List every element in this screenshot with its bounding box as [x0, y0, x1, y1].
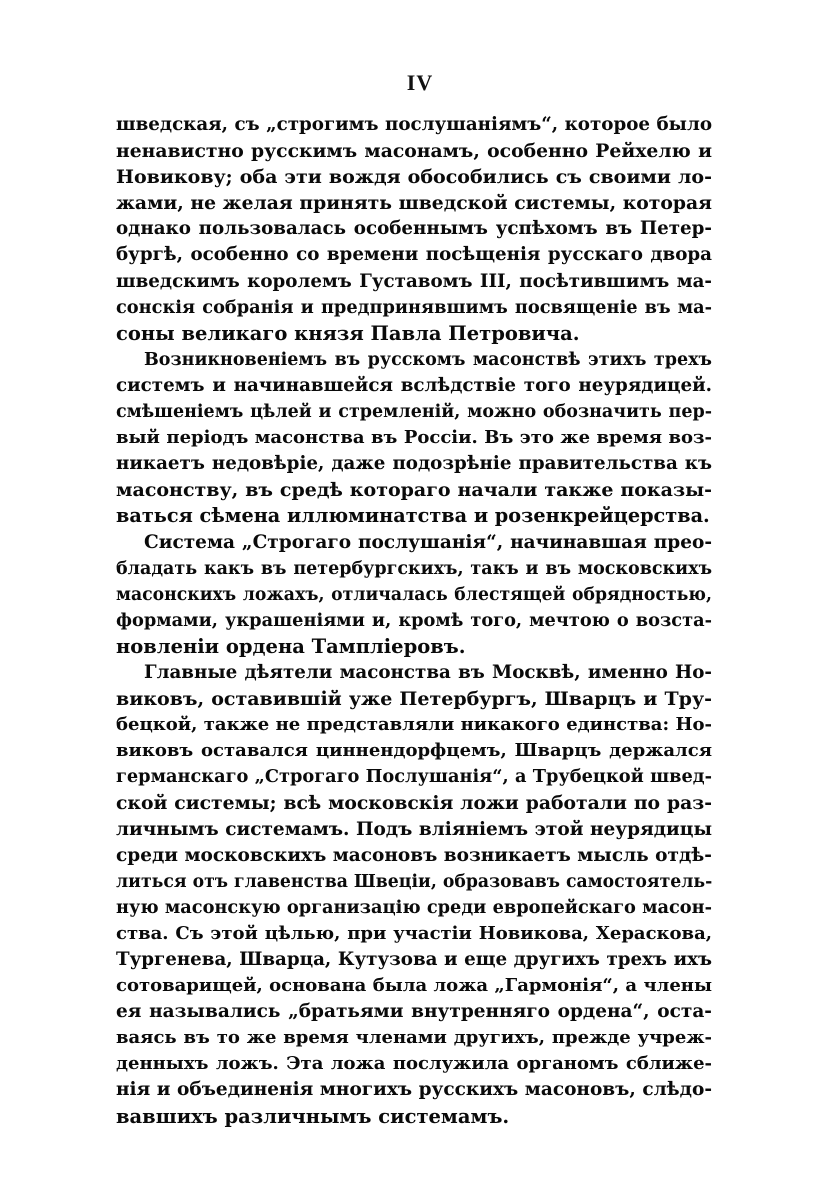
text-line: виковъ оставался циннендорфцемъ, Шварцъ держался [116, 740, 712, 762]
text-line: вавшихъ различнымъ системамъ. [116, 1104, 510, 1128]
text-line: сонскія собранія и предпринявшимъ посвященіе въ ма- [116, 296, 712, 318]
text-line: Возникновеніемъ въ русскомъ масонствѣ этихъ трехъ [144, 349, 712, 370]
text-line: виковъ, оставившій уже Петербургъ, Шварцъ и Тру- [116, 688, 712, 711]
text-line: вый періодъ масонства въ Россіи. Въ это же время воз- [116, 427, 712, 449]
text-line: жами, не желая принять шведской системы, которая [116, 192, 712, 215]
text-line: среди московскихъ масоновъ возникаетъ мысль отдѣ- [116, 844, 712, 866]
text-line: ваться сѣмена иллюминатства и розенкрейцерства. [116, 504, 710, 528]
text-line: ваясь въ то же время членами другихъ, прежде учреж- [116, 1027, 712, 1049]
text-line: бургѣ, особенно со времени посѣщенія русскаго двора [116, 244, 712, 266]
text-line: сотоварищей, основана была ложа „Гармонія“, а члены [116, 975, 712, 997]
text-line: ства. Съ этой цѣлью, при участіи Новикова, Хераскова, [116, 922, 712, 944]
text-line: Главные дѣятели масонства въ Москвѣ, именно Но- [144, 661, 712, 683]
body-text [116, 112, 712, 1130]
page-number: IV [406, 70, 434, 95]
text-line: Новикову; оба эти вождя обособились съ своими ло- [116, 166, 712, 189]
text-line: шведская, съ „строгимъ послушаніямъ“, которое было [116, 114, 712, 135]
text-line: ской системы; всѣ московскія ложи работали по раз- [116, 792, 712, 815]
text-line: масонскихъ ложахъ, отличалась блестящей обрядностью, [116, 584, 712, 605]
text-line: Тургенева, Шварца, Кутузова и еще другихъ трехъ ихъ [116, 949, 712, 970]
text-line: новленіи ордена Тампліеровъ. [116, 634, 466, 658]
text-line: Система „Строгаго послушанія“, начинавшая прео- [144, 531, 712, 553]
text-line: соны великаго князя Павла Петровича. [116, 321, 580, 345]
text-line: германскаго „Строгаго Послушанія“, а Трубецкой швед- [116, 766, 712, 788]
text-line: смѣшеніемъ цѣлей и стремленій, можно обозначить пер- [116, 402, 712, 423]
text-line: масонству, въ средѣ котораго начали также показы- [116, 479, 712, 502]
text-line: литься отъ главенства Швеціи, образовавъ самостоятель- [116, 871, 712, 892]
text-line: однако пользовалась особеннымъ успѣхомъ въ Петер- [116, 218, 712, 240]
text-line: ненавистно русскимъ масонамъ, особенно Рейхелю и [116, 140, 712, 163]
text-line: формами, украшеніями и, кромѣ того, мечтою о возста- [116, 609, 712, 631]
text-line: бладать какъ въ петербургскихъ, такъ и въ московскихъ [116, 558, 712, 579]
text-line: ную масонскую организацію среди европейскаго масон- [116, 896, 712, 918]
text-line: ея назывались „братьями внутренняго ордена“, оста- [116, 1001, 712, 1023]
text-line: системъ и начинавшейся вслѣдствіе того неурядицей. [116, 374, 712, 396]
text-line: шведскимъ королемъ Густавомъ III, посѣтившимъ ма- [116, 270, 712, 292]
text-line: денныхъ ложъ. Эта ложа послужила органомъ сближе- [116, 1053, 712, 1075]
text-line: личнымъ системамъ. Подъ вліяніемъ этой неурядицы [116, 818, 712, 840]
text-line: нія и объединенія многихъ русскихъ масоновъ, слѣдо- [116, 1079, 712, 1101]
text-line: бецкой, также не представляли никакого единства: Но- [116, 714, 712, 736]
text-line: никаетъ недовѣріе, даже подозрѣніе правительства къ [116, 453, 712, 475]
